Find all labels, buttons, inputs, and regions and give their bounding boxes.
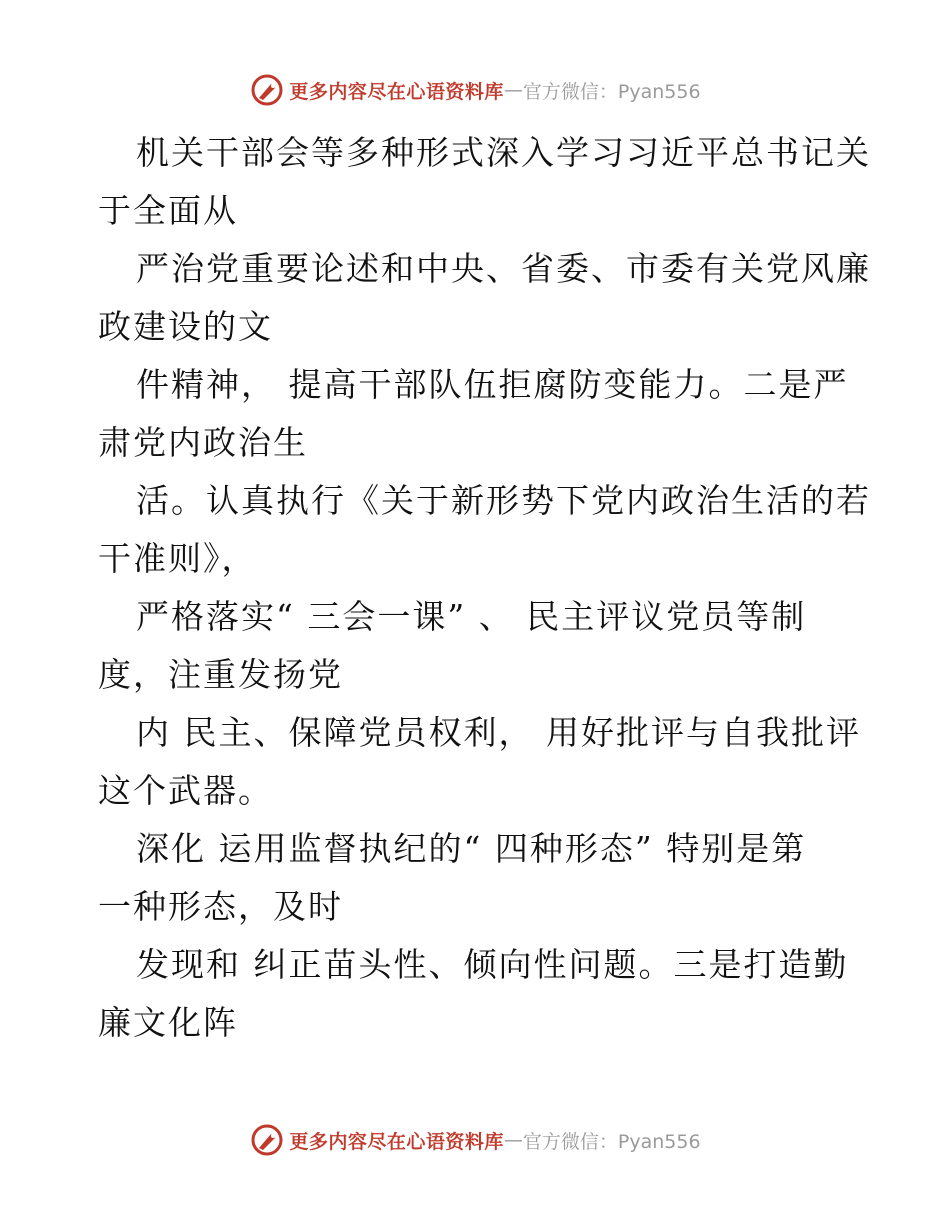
text-line: 政建设的文 xyxy=(98,307,273,346)
paragraph xyxy=(98,356,858,472)
pen-nib-circle-icon xyxy=(249,1122,285,1158)
text-line: 干准则》， xyxy=(98,539,257,578)
text-line: 深化 运用监督执纪的“ 四种形态” 特别是第 xyxy=(136,829,807,868)
paragraph xyxy=(98,820,858,936)
pen-nib-circle-icon xyxy=(249,72,285,108)
footer-dash: — xyxy=(503,1129,523,1151)
text-line: 于全面从 xyxy=(98,191,238,230)
footer-banner xyxy=(0,1120,950,1160)
text-line: 度，注重发扬党 xyxy=(98,655,343,694)
text-line: 内 民主、保障党员权利， 用好批评与自我批评 xyxy=(136,713,861,752)
paragraph xyxy=(98,472,871,588)
header-dash: — xyxy=(503,79,523,101)
header-sub-text: 官方微信：Pyan556 xyxy=(522,80,701,103)
text-line: 廉文化阵 xyxy=(98,1003,238,1042)
text-line: 这个武器。 xyxy=(98,771,273,810)
paragraph xyxy=(98,124,871,240)
paragraph xyxy=(98,936,858,1052)
paragraph xyxy=(98,588,858,704)
header-main-text: 更多内容尽在心语资料库 xyxy=(289,80,504,103)
footer-sub-text: 官方微信：Pyan556 xyxy=(522,1130,701,1153)
body-text xyxy=(98,124,871,1052)
footer-main-text: 更多内容尽在心语资料库 xyxy=(289,1130,504,1153)
text-line: 一种形态，及时 xyxy=(98,887,343,926)
header-banner xyxy=(0,70,950,110)
paragraph xyxy=(98,704,861,820)
text-line: 严格落实“ 三会一课” 、 民主评议党员等制 xyxy=(136,597,807,636)
text-line: 肃党内政治生 xyxy=(98,423,308,462)
text-line: 件精神， 提高干部队伍拒腐防变能力。二是严 xyxy=(136,365,849,404)
text-line: 发现和 纠正苗头性、倾向性问题。三是打造勤 xyxy=(136,945,849,984)
text-line: 机关干部会等多种形式深入学习习近平总书记关 xyxy=(136,133,871,172)
text-line: 活。认真执行《关于新形势下党内政治生活的若 xyxy=(136,481,871,520)
paragraph xyxy=(98,240,871,356)
text-line: 严治党重要论述和中央、省委、市委有关党风廉 xyxy=(136,249,871,288)
